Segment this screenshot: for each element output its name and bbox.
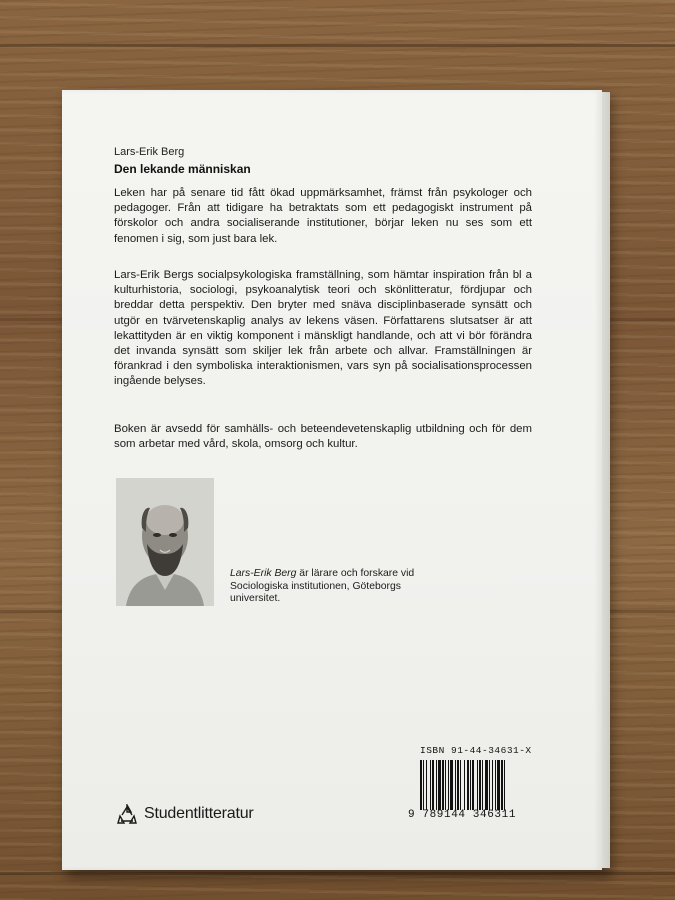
barcode-bar [464,760,465,810]
barcode-bar [432,760,434,810]
book-title: Den lekande människan [114,162,251,176]
barcode-digits: 9 789144 346311 [408,809,517,821]
barcode-bar [426,760,427,810]
book-back-cover [62,90,602,870]
barcode-bar [504,760,505,810]
barcode-bar [489,760,490,810]
barcode-bar [460,760,461,810]
barcode-bar [436,760,437,810]
barcode-bar [420,760,422,810]
barcode-bar [477,760,478,810]
barcode-bar [470,760,471,810]
blurb-paragraph-2: Lars-Erik Bergs socialpsykologiska framställning, som hämtar inspiration från bl a kulturhistoria, sociologi, psykoanalytisk teori och skönlitteratur, fördjupar och breddar detta perspektiv. Den bryter med snäva disciplinbaserade synsätt och utgör en tvärvetenskaplig analys av lekens väsen. Författarens slutsatser är att lekattityden är en viktig komponent i mänskligt handlande, och att vi bör förändra det invanda synsätt som skiljer lek från arbete och allvar. Framställningen är förankrad i den symboliska interaktionismen, vars syn på socialisationsprocessen ingående belyses. [114,269,532,388]
barcode-bar [472,760,474,810]
barcode-bar [448,760,449,810]
barcode-bar [457,760,459,810]
barcode-bar [445,760,446,810]
barcode-bar [450,760,453,810]
barcode-bar [438,760,441,810]
author-portrait-image [116,478,214,606]
author-bio-text: är lärare och forskare vid Sociologiska institutionen, Göteborgs universitet. [230,568,415,605]
barcode-bar [455,760,456,810]
barcode-bar [497,760,500,810]
publisher-emblem-icon [116,804,138,824]
publisher-name: Studentlitteratur [144,805,254,822]
author-bio-caption [230,568,430,606]
author-name: Lars-Erik Berg [114,146,185,158]
publisher-logo [116,804,254,824]
barcode-bar [423,760,424,810]
isbn-number: ISBN 91-44-34631-X [420,745,532,756]
table-plank-seam [0,44,675,47]
author-bio-name: Lars-Erik Berg [230,568,297,579]
barcode-bar [479,760,481,810]
author-photo [116,478,214,606]
barcode-bar [501,760,503,810]
blurb-paragraph-3: Boken är avsedd för samhälls- och beteendevetenskaplig utbildning och för dem som arbetar med vård, skola, omsorg och kultur. [114,423,532,451]
barcode-bar [430,760,431,810]
barcode-bar [485,760,488,810]
barcode-bar [442,760,444,810]
barcode-bar [467,760,469,810]
barcode-bar [495,760,496,810]
blurb-paragraph-1: Leken har på senare tid fått ökad uppmärksamhet, främst från psykologer och pedagoger. Från att tidigare ha betraktats som ett pedagogiskt instrument på förskolor och andra socialiserande institutioner, börjar leken nu ses som ett fenomen i sig, som just bara lek. [114,187,532,245]
barcode-bar [482,760,483,810]
barcode-bar [492,760,493,810]
